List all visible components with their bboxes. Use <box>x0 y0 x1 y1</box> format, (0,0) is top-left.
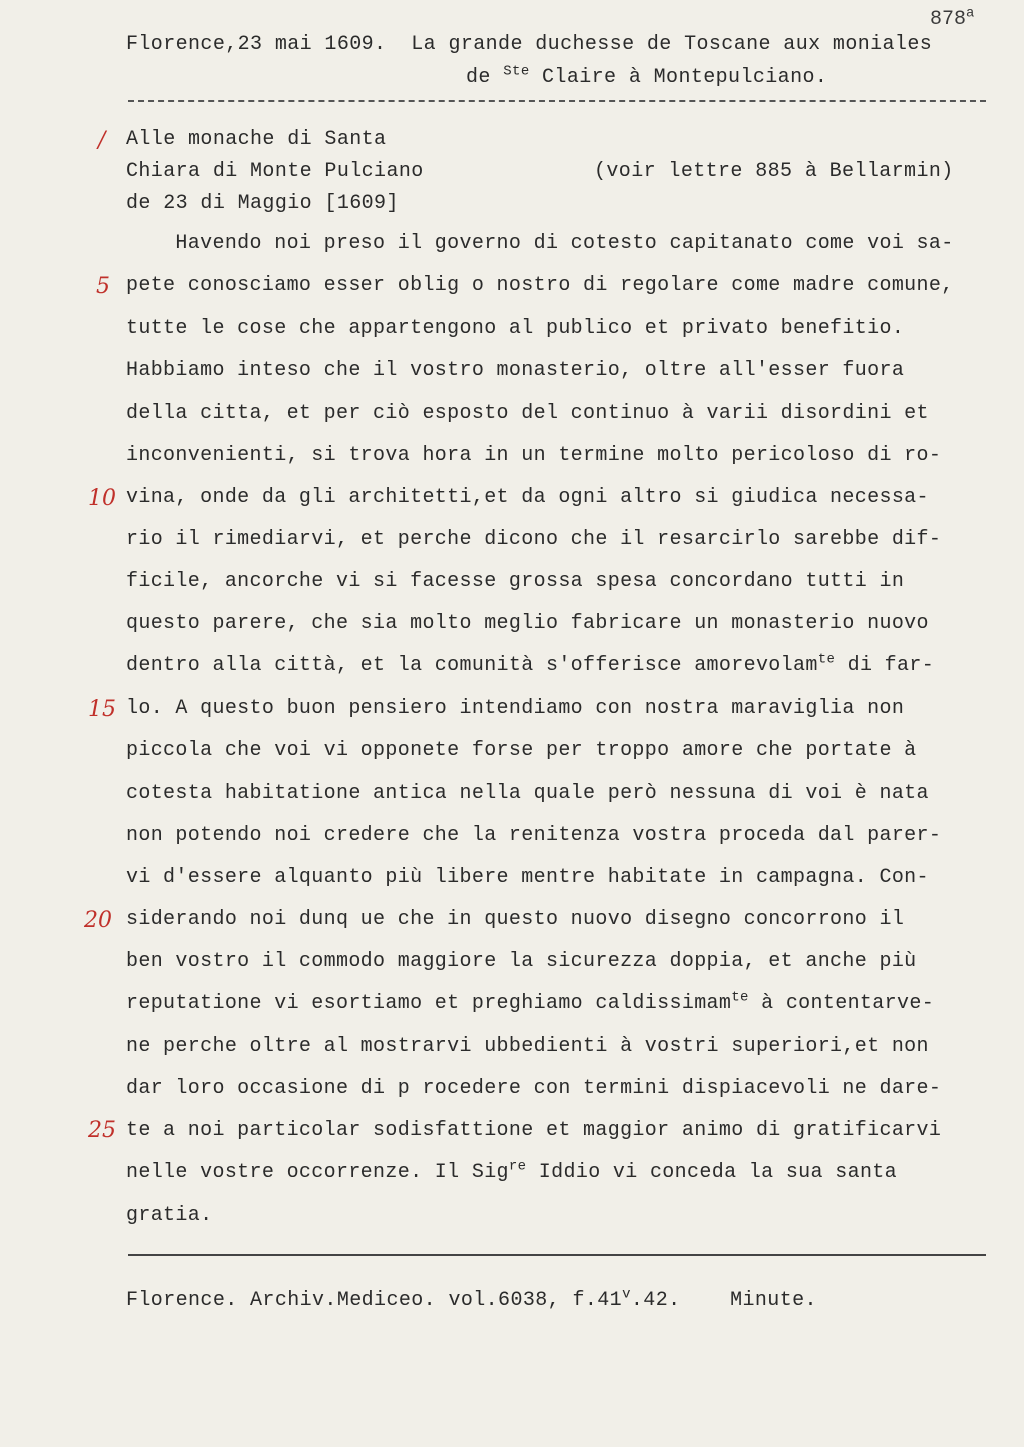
body-line-23-post: Iddio vi conceda la sua santa <box>526 1161 897 1184</box>
body-line-19-pre: reputatione vi esortiamo et preghiamo caldissimam <box>126 992 732 1015</box>
body-line-10: questo parere, che sia molto meglio fabricare un monasterio nuovo <box>126 612 929 635</box>
margin-number-20: 20 <box>84 908 112 933</box>
body-line-5: della citta, et per ciò esposto del continuo à varii disordini et <box>126 402 929 425</box>
header-line-2-post: Claire à Montepulciano. <box>529 66 828 89</box>
body-line-2: pete conosciamo esser oblig o nostro di regolare come madre comune, <box>126 274 954 297</box>
footer-citation-sup: v <box>622 1286 631 1303</box>
footer-citation-post: .42. Minute. <box>630 1289 817 1312</box>
body-line-11-post: di far- <box>835 654 935 677</box>
body-line-17: siderando noi dunq ue che in questo nuovo disegno concorrono il <box>126 908 905 931</box>
address-line-2: Chiara di Monte Pulciano <box>126 160 424 183</box>
body-line-11-pre: dentro alla città, et la comunità s'offerisce amorevolam <box>126 654 818 677</box>
header-line-1: Florence,23 mai 1609. La grande duchesse de Toscane aux moniales <box>126 33 933 56</box>
body-line-15: non potendo noi credere che la renitenza vostra proceda dal parer- <box>126 824 942 847</box>
footer-divider <box>128 1254 986 1256</box>
header-divider <box>128 100 986 102</box>
body-line-11-sup: te <box>817 651 836 668</box>
body-line-18: ben vostro il commodo maggiore la sicurezza doppia, et anche più <box>126 950 917 973</box>
page-number <box>930 5 975 31</box>
address-line-3: de 23 di Maggio [1609] <box>126 192 399 215</box>
margin-number-5: 5 <box>96 274 110 299</box>
header-line-2-pre: de <box>466 66 504 89</box>
body-line-20: ne perche oltre al mostrarvi ubbedienti à vostri superiori,et non <box>126 1035 929 1058</box>
body-line-23-pre: nelle vostre occorrenze. Il Sig <box>126 1161 509 1184</box>
address-line-1: Alle monache di Santa <box>126 128 387 151</box>
body-line-23-sup: re <box>508 1158 527 1175</box>
body-line-24: gratia. <box>126 1204 213 1227</box>
body-line-21: dar loro occasione di p rocedere con termini dispiacevoli ne dare- <box>126 1077 942 1100</box>
body-line-9: ficile, ancorche vi si facesse grossa spesa concordano tutti in <box>126 570 905 593</box>
body-line-3: tutte le cose che appartengono al publico et privato benefitio. <box>126 317 905 340</box>
body-line-6: inconvenienti, si trova hora in un termine molto pericoloso di ro- <box>126 444 942 467</box>
margin-number-25: 25 <box>88 1118 116 1143</box>
body-line-19 <box>126 989 935 1015</box>
address-note: (voir lettre 885 à Bellarmin) <box>594 160 954 183</box>
body-line-13: piccola che voi vi opponete forse per troppo amore che portate à <box>126 739 917 762</box>
body-line-8: rio il rimediarvi, et perche dicono che il resarcirlo sarebbe dif- <box>126 528 942 551</box>
body-line-16: vi d'essere alquanto più libere mentre habitate in campagna. Con- <box>126 866 929 889</box>
body-line-23 <box>126 1158 897 1184</box>
body-line-12: lo. A questo buon pensiero intendiamo con nostra maraviglia non <box>126 697 905 720</box>
body-line-14: cotesta habitatione antica nella quale però nessuna di voi è nata <box>126 782 929 805</box>
page-number-suffix: a <box>966 5 975 22</box>
body-line-19-sup: te <box>731 989 749 1006</box>
header-line-2-sup: Ste <box>503 63 530 80</box>
body-line-7: vina, onde da gli architetti,et da ogni altro si giudica necessa- <box>126 486 929 509</box>
body-line-19-post: à contentarve- <box>748 992 935 1015</box>
body-line-11 <box>126 651 935 677</box>
footer-citation-pre: Florence. Archiv.Mediceo. vol.6038, f.41 <box>126 1289 623 1312</box>
body-line-22: te a noi particolar sodisfattione et maggior animo di gratificarvi <box>126 1119 942 1142</box>
margin-number-1: / <box>98 128 106 153</box>
body-line-4: Habbiamo inteso che il vostro monasterio, oltre all'esser fuora <box>126 359 905 382</box>
margin-number-10: 10 <box>88 486 116 511</box>
page-number-base: 878 <box>930 8 967 31</box>
header-line-2 <box>466 63 828 89</box>
margin-number-15: 15 <box>88 697 116 722</box>
body-line-1: Havendo noi preso il governo di cotesto capitanato come voi sa- <box>126 232 954 255</box>
footer-citation <box>126 1286 817 1312</box>
